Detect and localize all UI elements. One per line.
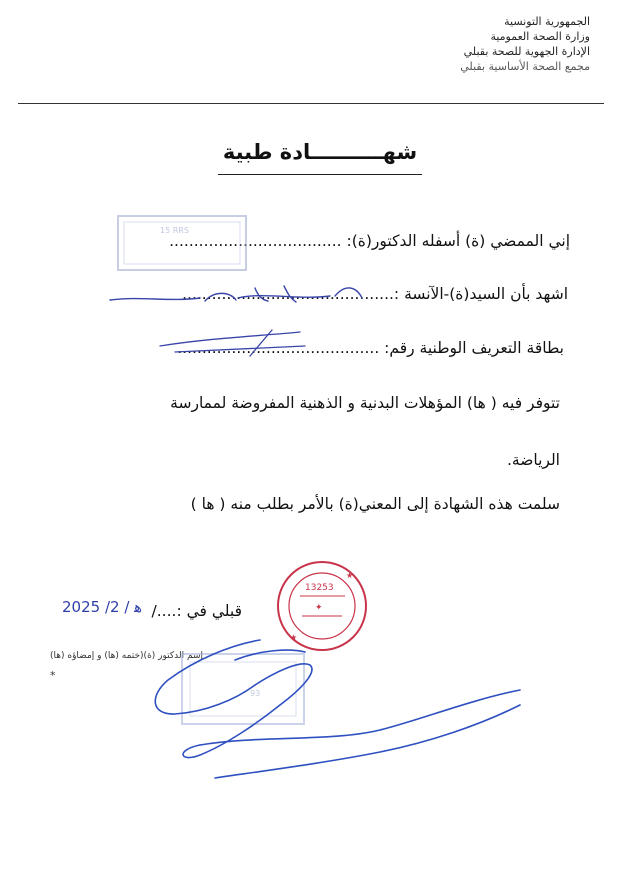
letterhead-health-center: مجمع الصحة الأساسية بقبلي — [460, 60, 590, 73]
handwritten-date: 2025 /ﻫ / 2 — [62, 598, 143, 616]
patient-name-line: اشهد بأن السيد(ة)-الآنسة :........................................... — [182, 285, 568, 303]
doctor-line: إني الممضي (ة) أسفله الدكتور(ة): ................................... — [169, 232, 570, 250]
fitness-statement-continuation: الرياضة. — [506, 451, 560, 469]
place-date-label: قبلي في :..../ — [151, 602, 242, 620]
issued-on-request-line: سلمت هذه الشهادة إلى المعني(ة) بالأمر بطلب منه ( ها ) — [190, 495, 560, 513]
svg-text:15 RRS: 15 RRS — [160, 226, 189, 235]
round-red-stamp — [278, 562, 366, 650]
svg-text:93: 93 — [250, 689, 261, 698]
fitness-statement-line: تتوفر فيه ( ها) المؤهلات البدنية و الذهنية المفروضة لممارسة — [170, 394, 560, 412]
stamp-number: 13253 — [305, 583, 334, 593]
asterisk-mark: * — [50, 669, 56, 682]
document-title: شهــــــــــادة طبية — [222, 140, 418, 164]
doctor-signature — [155, 640, 520, 778]
letterhead-ministry: وزارة الصحة العمومية — [490, 30, 590, 43]
faded-rect-stamp-bottom — [182, 654, 304, 724]
svg-text:★: ★ — [346, 571, 354, 580]
svg-text:✦: ✦ — [315, 603, 323, 613]
id-strikethrough — [160, 330, 305, 356]
handwritten-name-strokes — [110, 286, 362, 302]
svg-text:★: ★ — [290, 633, 298, 642]
letterhead-republic: الجمهورية التونسية — [504, 15, 590, 28]
signature-note: إسم الدكتور (ة)(ختمه (ها) و إمضاؤه (ها) — [50, 651, 204, 661]
faded-rect-stamp-top — [118, 216, 246, 270]
letterhead-regional-directorate: الإدارة الجهوية للصحة بقبلي — [463, 45, 590, 58]
national-id-line: بطاقة التعريف الوطنية رقم: ......................................... — [177, 339, 564, 357]
